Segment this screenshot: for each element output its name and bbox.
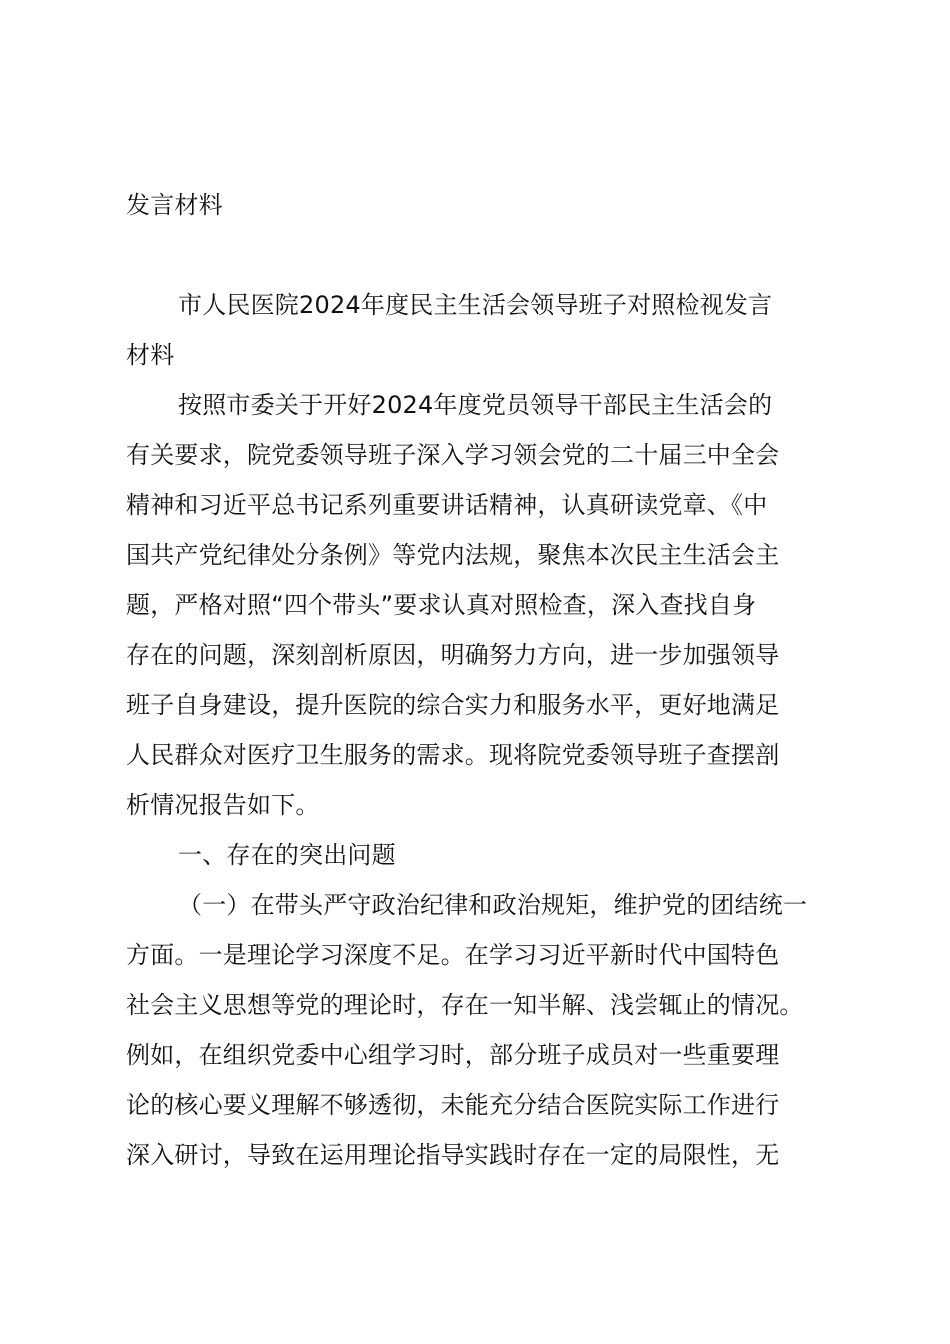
section-body-line-4: 例如，在组织党委中心组学习时，部分班子成员对一些重要理 bbox=[126, 1041, 780, 1069]
title-line-2: 材料 bbox=[126, 341, 175, 369]
intro-line-9: 析情况报告如下。 bbox=[126, 791, 320, 819]
section-body-line-1: （一）在带头严守政治纪律和政治规矩，维护党的团结统一 bbox=[178, 891, 808, 919]
section-body-line-5: 论的核心要义理解不够透彻，未能充分结合医院实际工作进行 bbox=[126, 1091, 780, 1119]
title-line-1: 市人民医院2024年度民主生活会领导班子对照检视发言 bbox=[178, 291, 773, 319]
section-body-line-2: 方面。一是理论学习深度不足。在学习习近平新时代中国特色 bbox=[126, 941, 780, 969]
section-body-line-6: 深入研讨，导致在运用理论指导实践时存在一定的局限性，无 bbox=[126, 1141, 780, 1169]
intro-line-2: 有关要求，院党委领导班子深入学习领会党的二十届三中全会 bbox=[126, 441, 780, 469]
intro-line-6: 存在的问题，深刻剖析原因，明确努力方向，进一步加强领导 bbox=[126, 641, 780, 669]
intro-line-5: 题，严格对照“四个带头”要求认真对照检查，深入查找自身 bbox=[126, 591, 757, 619]
intro-line-8: 人民群众对医疗卫生服务的需求。现将院党委领导班子查摆剖 bbox=[126, 741, 780, 769]
intro-line-4: 国共产党纪律处分条例》等党内法规，聚焦本次民主生活会主 bbox=[126, 541, 780, 569]
section-body-line-3: 社会主义思想等党的理论时，存在一知半解、浅尝辄止的情况。 bbox=[126, 991, 804, 1019]
section-heading: 一、存在的突出问题 bbox=[178, 841, 396, 869]
header-label: 发言材料 bbox=[126, 191, 223, 219]
intro-line-1: 按照市委关于开好2024年度党员领导干部民主生活会的 bbox=[178, 391, 773, 419]
intro-line-7: 班子自身建设，提升医院的综合实力和服务水平，更好地满足 bbox=[126, 691, 780, 719]
intro-line-3: 精神和习近平总书记系列重要讲话精神，认真研读党章、《中 bbox=[126, 491, 768, 519]
